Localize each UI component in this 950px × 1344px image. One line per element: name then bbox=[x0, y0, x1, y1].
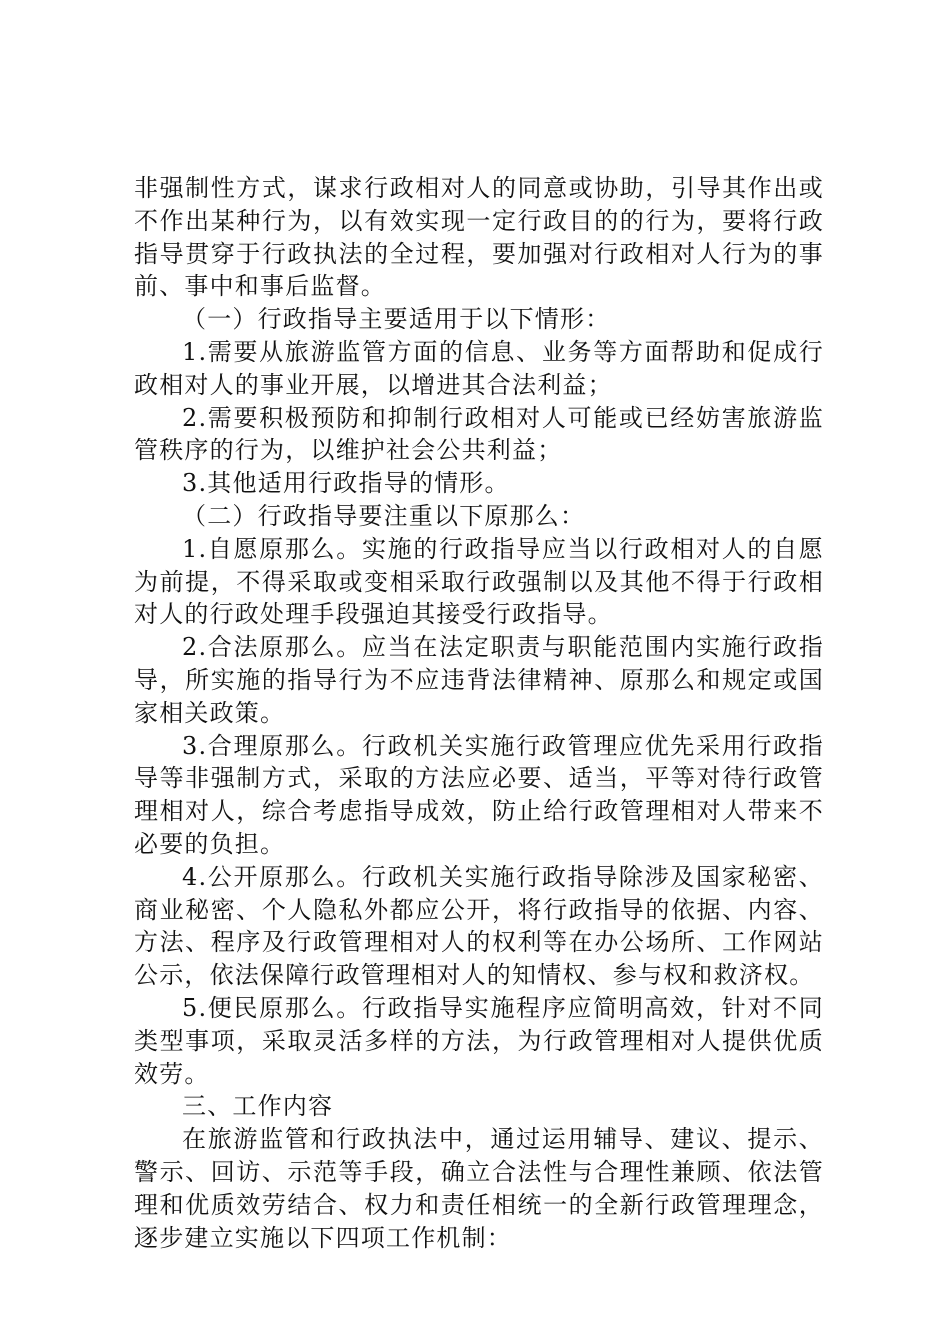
section-heading: （一）行政指导主要适用于以下情形： bbox=[182, 305, 611, 334]
list-item: 4.公开原那么。行政机关实施行政指导除涉及国家秘密、商业秘密、个人隐私外都应公开，将行政指导的依据、内容、方法、程序及行政管理相对人的权利等在办公场所、工作网站公示，依法保障行政管理相对人的知情权、参与权和救济权。 bbox=[134, 862, 824, 990]
list-item: 2.需要积极预防和抑制行政相对人可能或已经妨害旅游监管秩序的行为，以维护社会公共利益； bbox=[134, 403, 824, 465]
paragraph: 非强制性方式，谋求行政相对人的同意或协助，引导其作出或不作出某种行为，以有效实现一定行政目的的行为，要将行政指导贯穿于行政执法的全过程，要加强对行政相对人行为的事前、事中和事后监督。 bbox=[134, 174, 824, 301]
list-item: 2.合法原那么。应当在法定职责与职能范围内实施行政指导，所实施的指导行为不应违背法律精神、原那么和规定或国家相关政策。 bbox=[134, 633, 824, 727]
document-body bbox=[134, 172, 824, 1254]
list-item: 1.自愿原那么。实施的行政指导应当以行政相对人的自愿为前提，不得采取或变相采取行政强制以及其他不得于行政相对人的行政处理手段强迫其接受行政指导。 bbox=[134, 534, 824, 629]
list-item: 5.便民原那么。行政指导实施程序应简明高效，针对不同类型事项，采取灵活多样的方法，为行政管理相对人提供优质效劳。 bbox=[134, 993, 824, 1088]
list-item: 3.其他适用行政指导的情形。 bbox=[182, 469, 510, 498]
section-heading: 三、工作内容 bbox=[182, 1092, 334, 1121]
list-item: 3.合理原那么。行政机关实施行政管理应优先采用行政指导等非强制方式，采取的方法应必要、适当，平等对待行政管理相对人，综合考虑指导成效，防止给行政管理相对人带来不必要的负担。 bbox=[134, 731, 824, 858]
paragraph: 在旅游监管和行政执法中，通过运用辅导、建议、提示、警示、回访、示范等手段，确立合法性与合理性兼顾、依法管理和优质效劳结合、权力和责任相统一的全新行政管理理念，逐步建立实施以下四项工作机制： bbox=[134, 1125, 824, 1252]
list-item: 1.需要从旅游监管方面的信息、业务等方面帮助和促成行政相对人的事业开展，以增进其合法利益； bbox=[134, 337, 824, 399]
section-heading: （二）行政指导要注重以下原那么： bbox=[182, 501, 586, 530]
